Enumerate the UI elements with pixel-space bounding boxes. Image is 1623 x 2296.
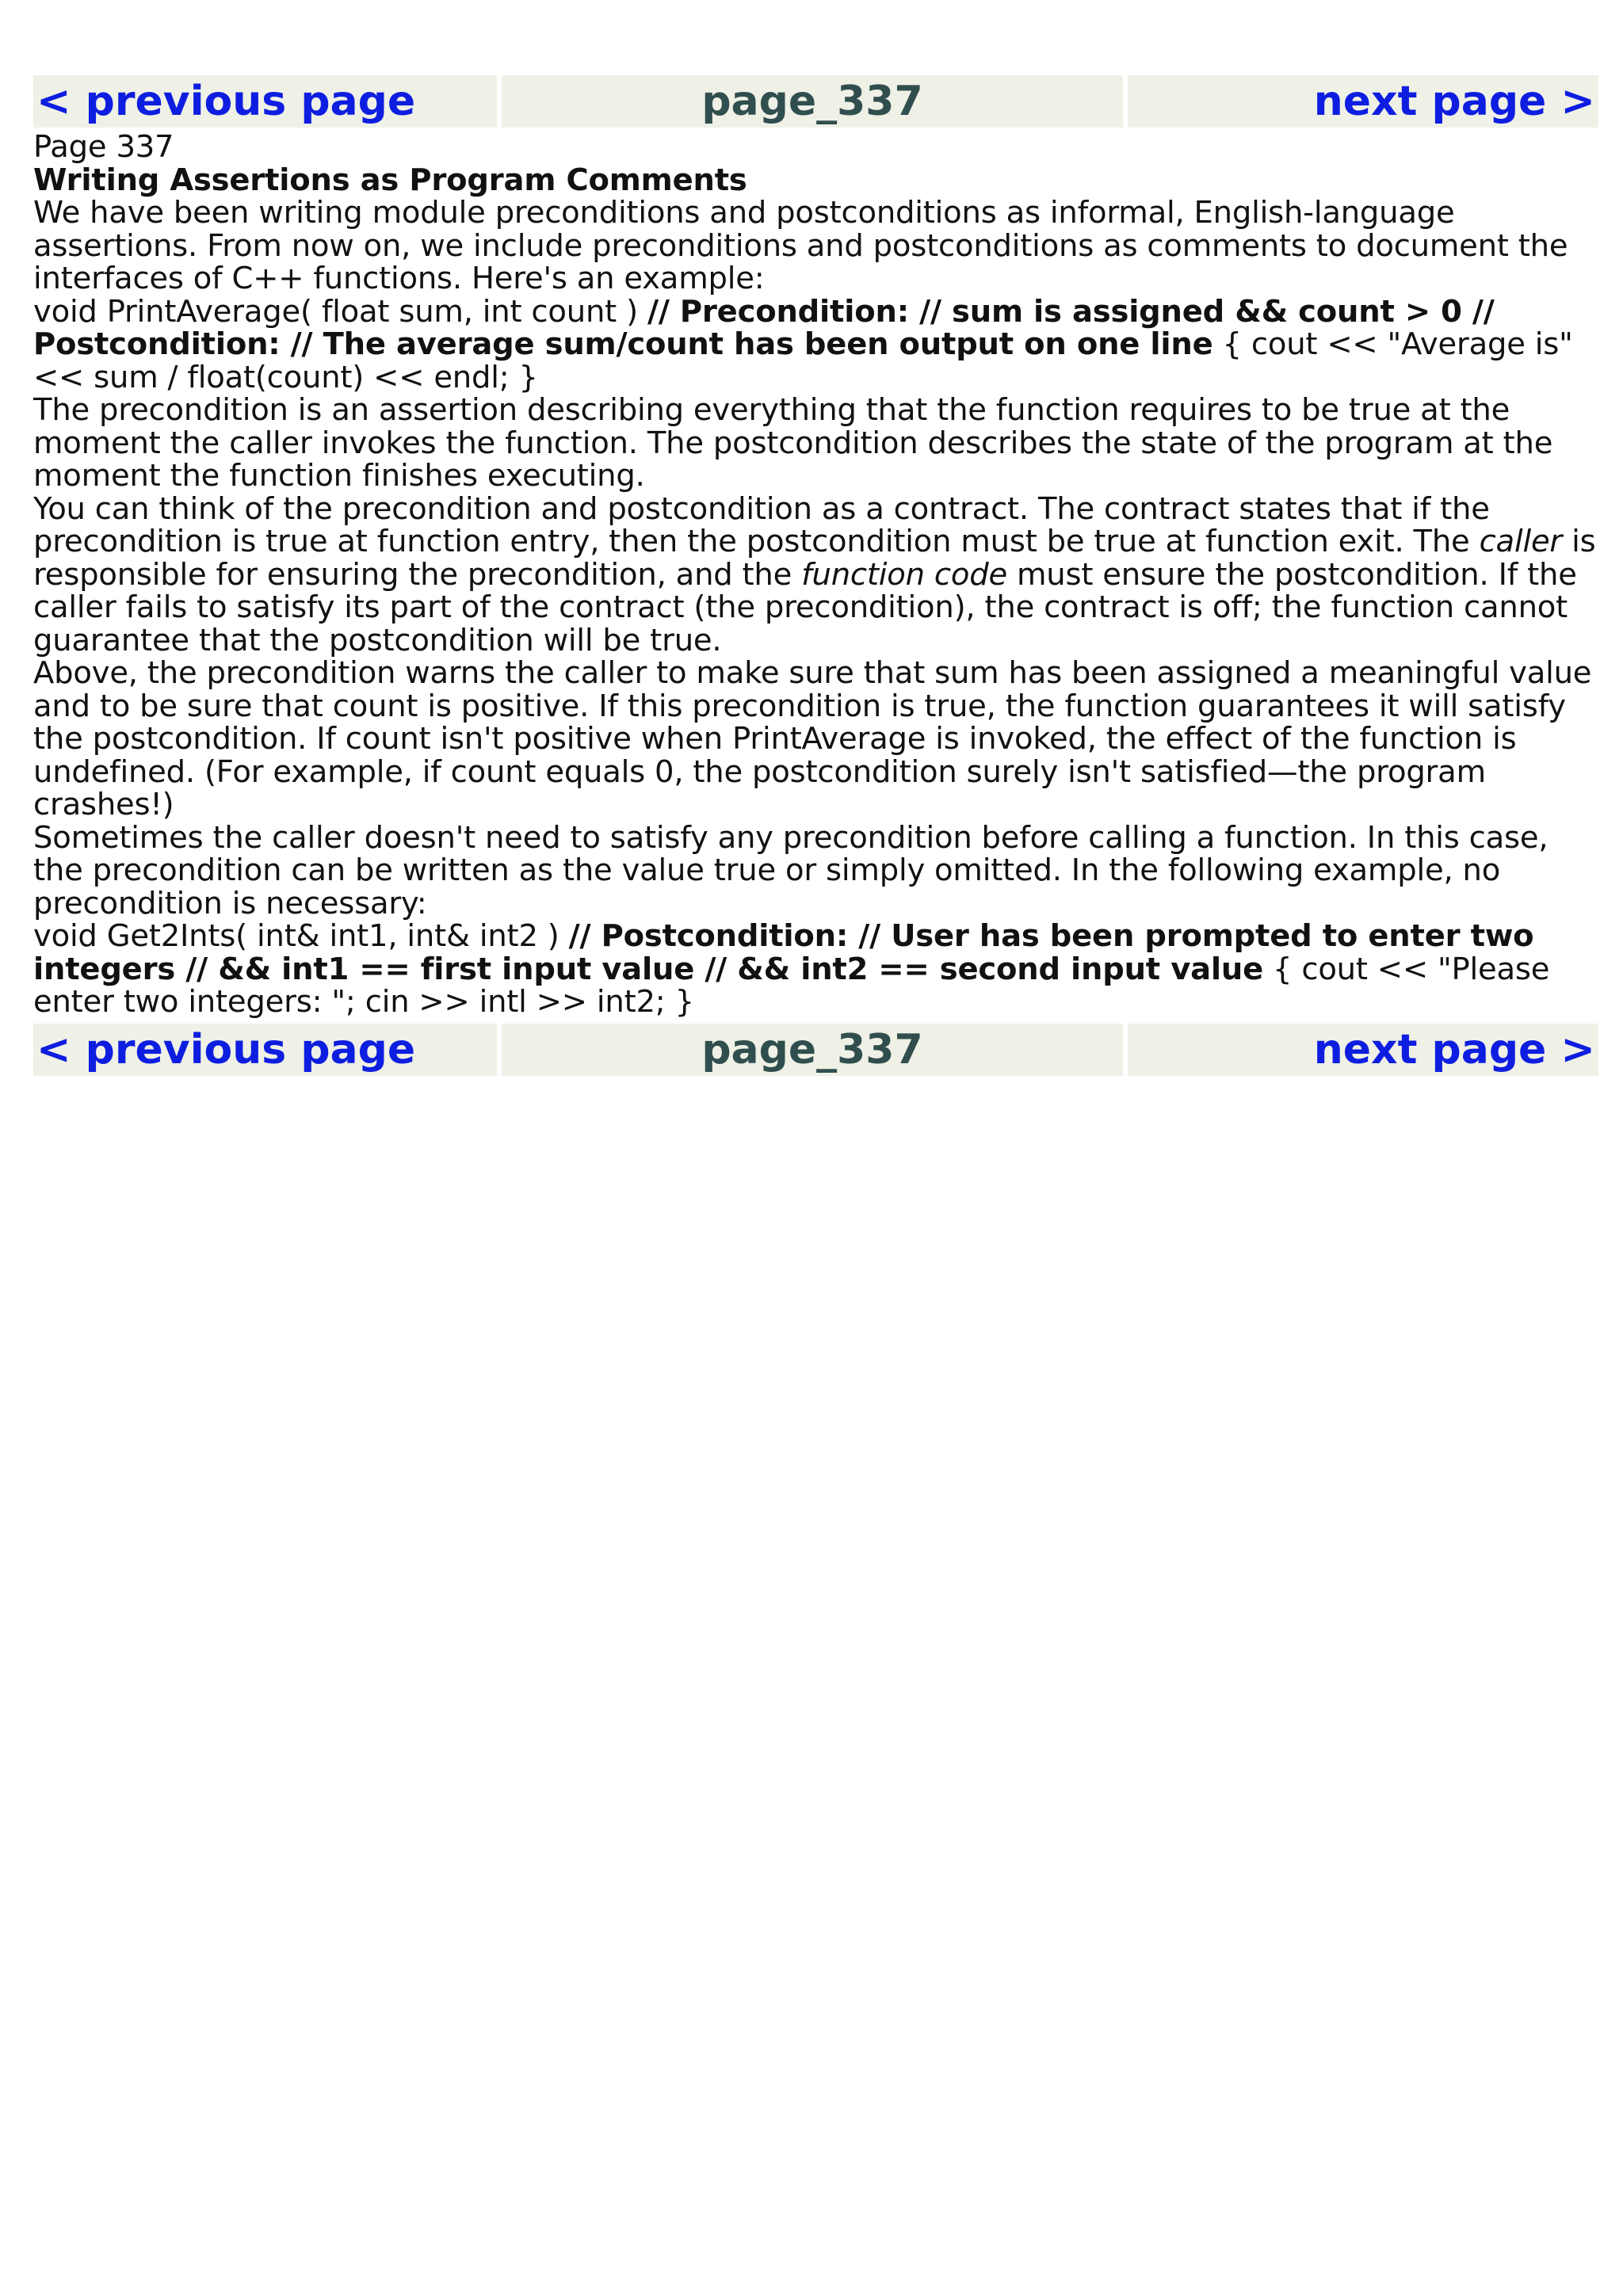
bottom-previous-page-link[interactable]: < previous page: [33, 1024, 497, 1076]
text-run: must ensure the postcondition. If the caller fails to satisfy its part of the contract (the precondition), the contract is off; the function cannot guarantee that the postcondition will be true.: [33, 556, 1577, 658]
page-number: Page 337: [33, 129, 174, 165]
code-signature: void PrintAverage( float sum, int count ): [33, 293, 647, 330]
section-heading: Writing Assertions as Program Comments: [33, 162, 747, 198]
paragraph-definitions: The precondition is an assertion describing everything that the function requires to be true at the moment the caller invokes the function. The postcondition describes the state of the program at the moment the function finishes executing.: [33, 392, 1553, 494]
code-body: { cout << "Please enter two integers: "; cin >> intl >> int2; }: [33, 951, 1550, 1020]
text-run: You can think of the precondition and postcondition as a contract. The contract states that if the precondition is true at function entry, then the postcondition must be true at function exit. The: [33, 490, 1490, 559]
paragraph-no-precondition: Sometimes the caller doesn't need to satisfy any precondition before calling a function. In this case, the precondition can be written as the value true or simply omitted. In the following example, no precondition is necessary:: [33, 819, 1549, 921]
emphasis-function-code: function code: [801, 556, 1007, 593]
code-comment: // Postcondition: // User has been prompted to enter two integers // && int1 == first input value // && int2 == second input value: [33, 918, 1534, 987]
text-run: is responsible for ensuring the precondition, and the: [33, 524, 1596, 593]
bottom-navbar: [33, 1024, 1598, 1076]
code-comment: // Precondition: // sum is assigned && count > 0 // Postcondition: // The average sum/count has been output on one line: [33, 293, 1495, 362]
top-previous-page-link[interactable]: < previous page: [33, 75, 497, 128]
page-content: [33, 128, 1598, 1024]
paragraph-contract: [33, 490, 1598, 658]
top-navbar: [33, 75, 1598, 128]
page-container: [33, 75, 1598, 1076]
top-next-page-link[interactable]: next page >: [1128, 75, 1598, 128]
code-example-get2ints: [33, 920, 1598, 1019]
code-body: { cout << "Average is" << sum / float(count) << endl; }: [33, 326, 1573, 395]
paragraph-explanation: Above, the precondition warns the caller to make sure that sum has been assigned a meaningful value and to be sure that count is positive. If this precondition is true, the function guarantees it will satisfy the postcondition. If count isn't positive when PrintAverage is invoked, the effect of the function is undefined. (For example, if count equals 0, the postcondition surely isn't satisfied—the program crashes!): [33, 655, 1592, 822]
emphasis-caller: caller: [1479, 524, 1563, 559]
bottom-next-page-link[interactable]: next page >: [1128, 1024, 1598, 1076]
code-example-print-average: [33, 293, 1598, 395]
paragraph-intro: We have been writing module preconditions and postconditions as informal, English-language assertions. From now on, we include preconditions and postconditions as comments to document the interfaces of C++ functions. Here's an example:: [33, 195, 1568, 296]
bottom-page-label: page_337: [502, 1024, 1123, 1076]
code-signature: void Get2Ints( int& int1, int& int2 ): [33, 918, 569, 954]
top-page-label: page_337: [502, 75, 1123, 128]
